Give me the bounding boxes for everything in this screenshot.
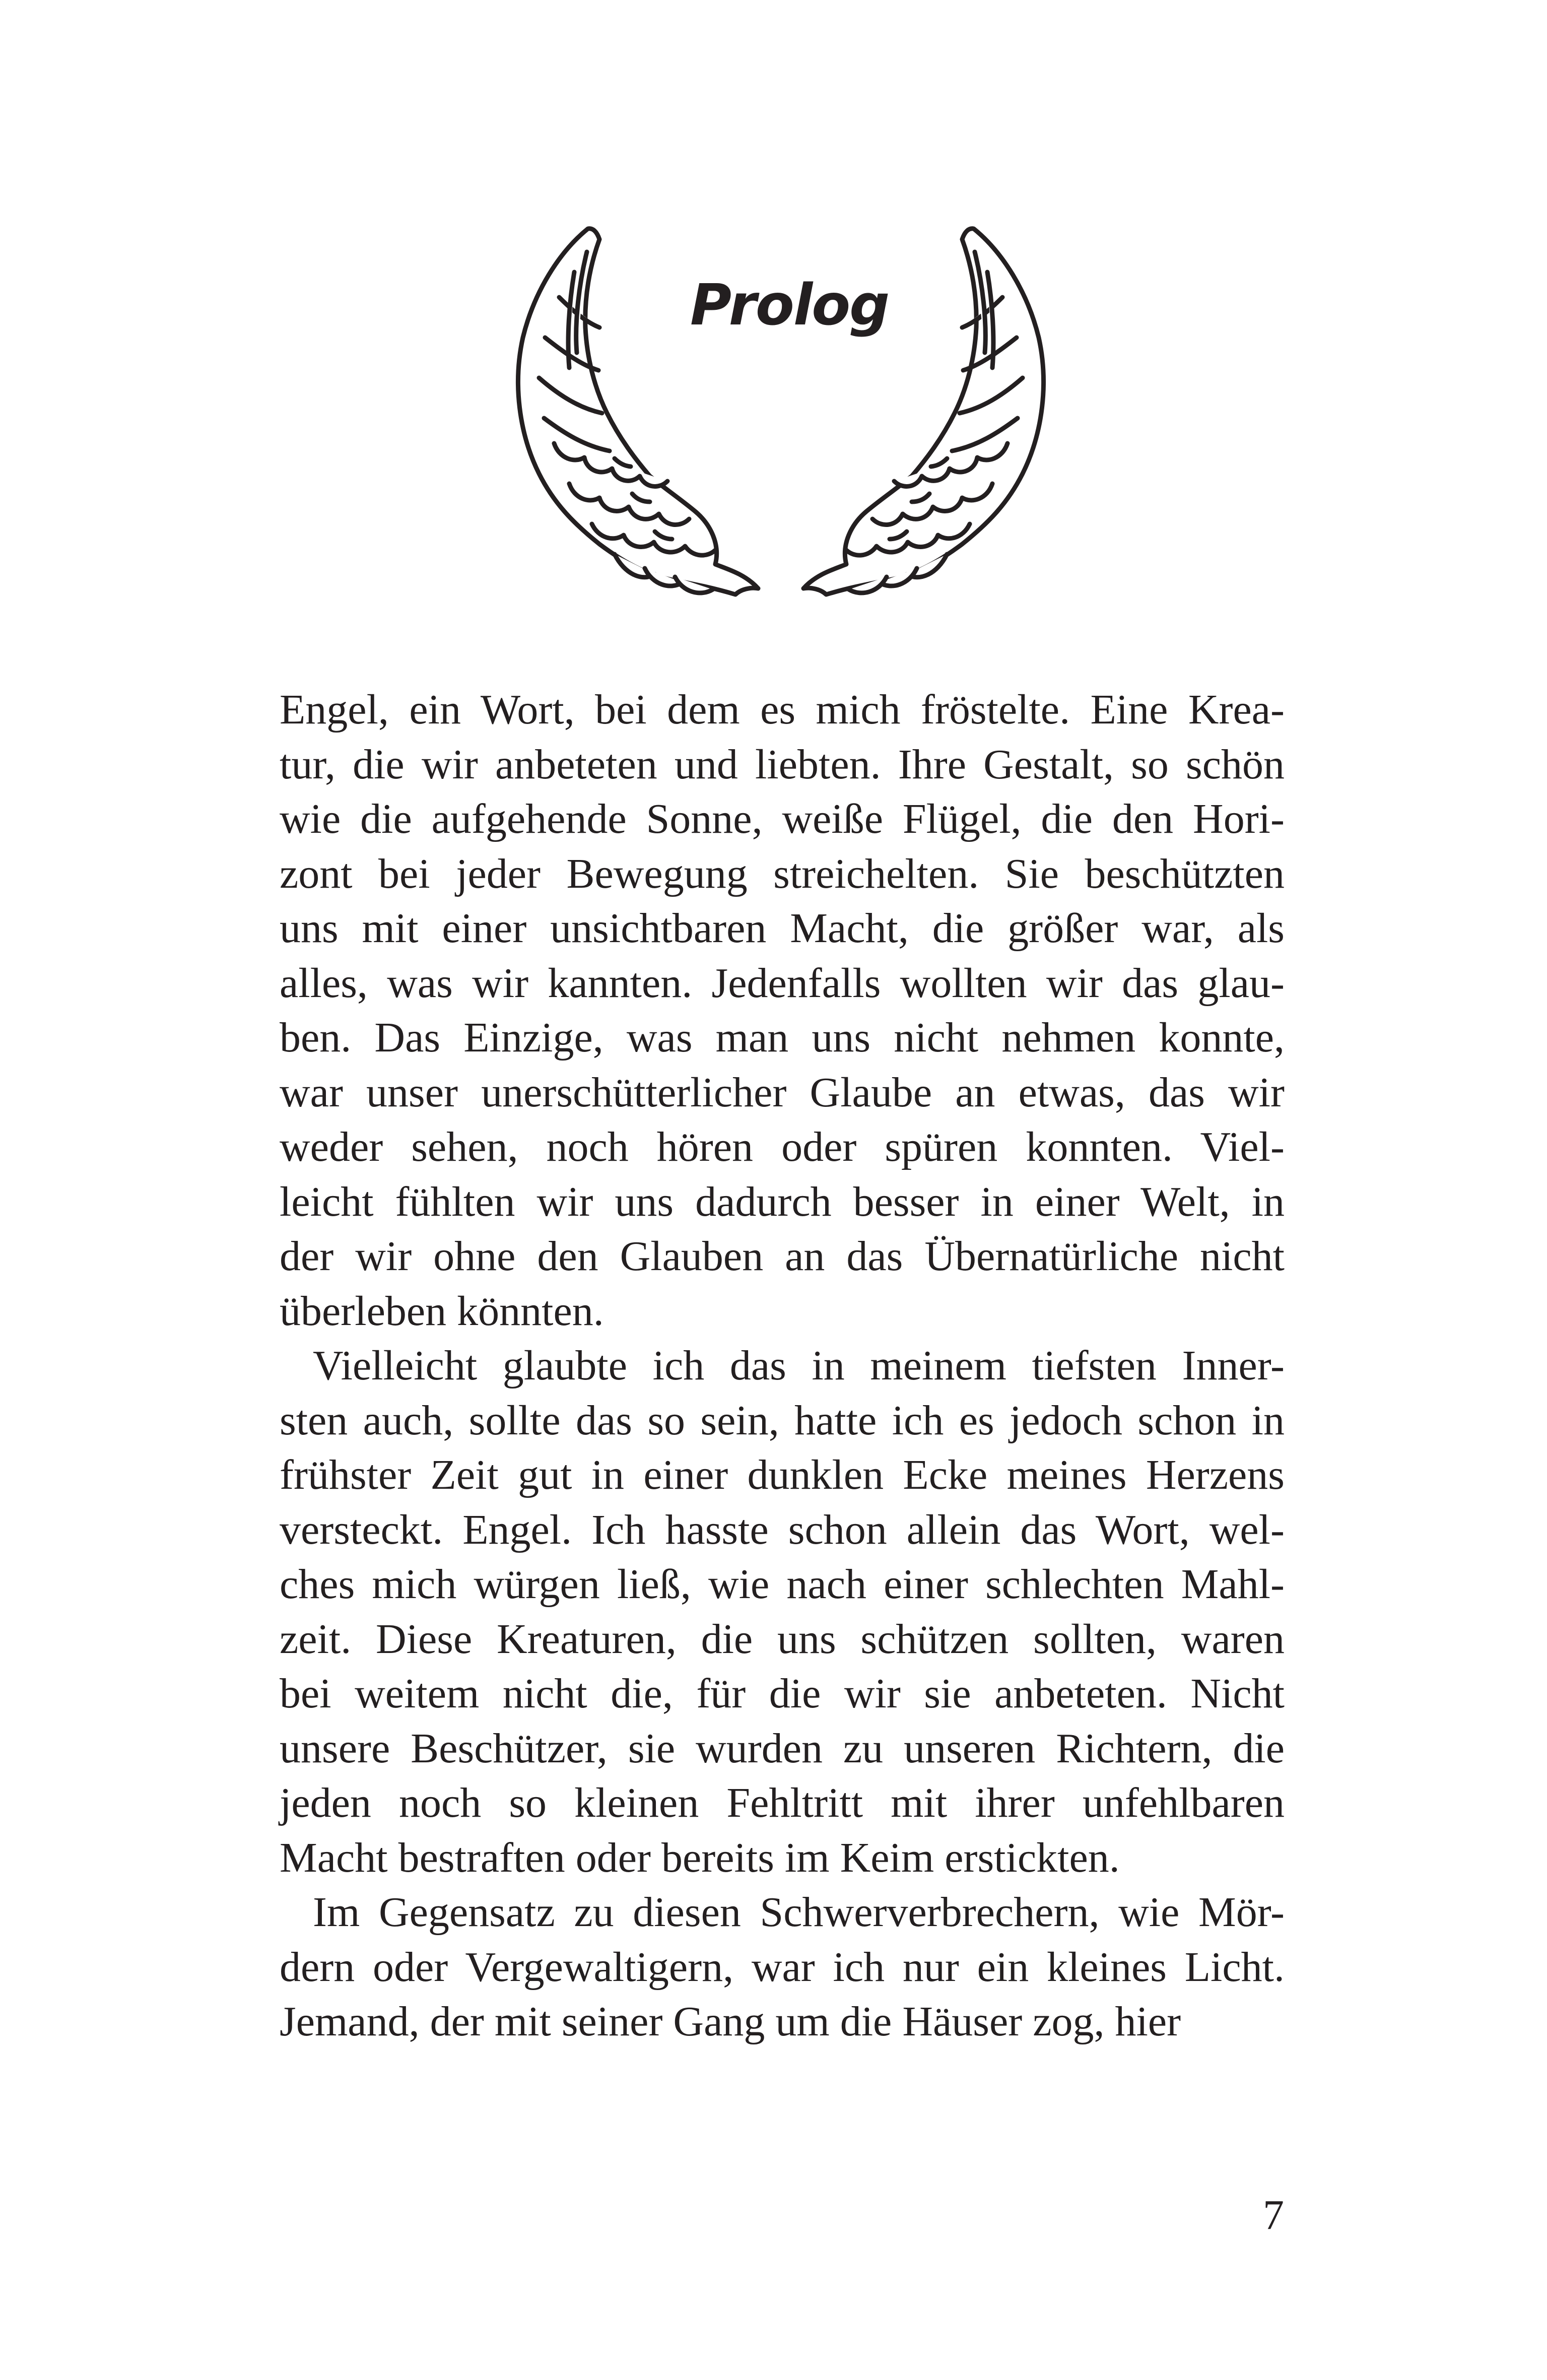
text-line: Engel, ein Wort, bei dem es mich fröstelte. Eine Krea- bbox=[280, 686, 1285, 733]
text-line: bei weitem nicht die, für die wir sie anbeteten. Nicht bbox=[280, 1670, 1285, 1717]
text-line: zeit. Diese Kreaturen, die uns schützen sollten, waren bbox=[280, 1615, 1285, 1663]
text-line: weder sehen, noch hören oder spüren konnten. Viel- bbox=[280, 1123, 1285, 1170]
text-line: sten auch, sollte das so sein, hatte ich es jedoch schon in bbox=[280, 1397, 1285, 1444]
text-line: überleben könnten. bbox=[280, 1287, 604, 1335]
text-line: war unser unerschütterlicher Glaube an etwas, das wir bbox=[280, 1069, 1285, 1116]
text-line: jeden noch so kleinen Fehltritt mit ihrer unfehlbaren bbox=[280, 1779, 1285, 1826]
text-line: Vielleicht glaubte ich das in meinem tiefsten Inner- bbox=[313, 1342, 1285, 1389]
text-line: Im Gegensatz zu diesen Schwerverbrechern, wie Mör- bbox=[313, 1889, 1285, 1936]
body-text bbox=[280, 683, 1285, 2050]
text-line: tur, die wir anbeteten und liebten. Ihre Gestalt, so schön bbox=[280, 741, 1285, 788]
text-line: der wir ohne den Glauben an das Übernatürliche nicht bbox=[280, 1233, 1285, 1280]
page-number: 7 bbox=[1263, 2192, 1284, 2238]
text-line: zont bei jeder Bewegung streichelten. Sie beschützten bbox=[280, 850, 1285, 897]
chapter-header bbox=[499, 222, 1063, 625]
text-line: unsere Beschützer, sie wurden zu unseren Richtern, die bbox=[280, 1725, 1285, 1772]
paragraph bbox=[280, 1885, 1285, 2050]
text-line: ben. Das Einzige, was man uns nicht nehmen konnte, bbox=[280, 1014, 1285, 1061]
chapter-title: Prolog bbox=[690, 273, 889, 338]
text-line: Macht bestraften oder bereits im Keim erstickten. bbox=[280, 1834, 1120, 1881]
text-line: versteckt. Engel. Ich hasste schon allein das Wort, wel- bbox=[280, 1506, 1285, 1553]
text-line: wie die aufgehende Sonne, weiße Flügel, die den Hori- bbox=[280, 796, 1285, 842]
text-line: frühster Zeit gut in einer dunklen Ecke meines Herzens bbox=[280, 1451, 1285, 1498]
text-line: ches mich würgen ließ, wie nach einer schlechten Mahl- bbox=[280, 1561, 1285, 1608]
text-line: alles, was wir kannten. Jedenfalls wollten wir das glau- bbox=[280, 959, 1285, 1007]
text-line: uns mit einer unsichtbaren Macht, die größer war, als bbox=[280, 905, 1285, 952]
paragraph bbox=[280, 683, 1285, 1339]
text-line: dern oder Vergewaltigern, war ich nur ein kleines Licht. bbox=[280, 1943, 1285, 1991]
text-line: leicht fühlten wir uns dadurch besser in einer Welt, in bbox=[280, 1178, 1285, 1225]
text-line: Jemand, der mit seiner Gang um die Häuser zog, hier bbox=[280, 1998, 1181, 2045]
paragraph bbox=[280, 1339, 1285, 1885]
